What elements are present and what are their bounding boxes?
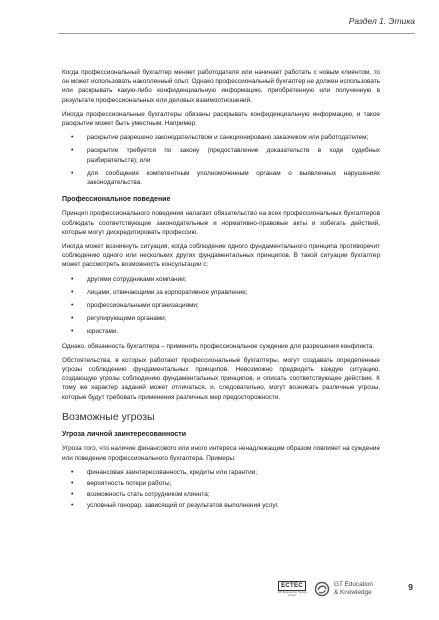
consultation-list [62,275,380,337]
paragraph-disclosure-intro: Иногда профессиональные бухгалтеры обязаны раскрывать конфиденциальную информацию, и такое раскрытие может быть уместным. Например: [62,110,380,128]
list-item: • другими сотрудниками компании; [62,275,380,284]
heading-self-interest-threat: Угроза личной заинтересованности [62,431,187,439]
page-number: 9 [408,582,413,592]
header-divider [58,33,415,34]
paragraph-circumstances: Обстоятельства, в которых работают профессиональные бухгалтеры, могут создавать определенные угрозы соблюдению фундаментальных принципов. Невозможно предвидеть каждую ситуацию, создающую угрозы соблюдению фундаментальных принципов, и описать соответствующее действие. К тому же характер заданий может отличаться, и, следовательно, могут возникать различные угрозы, которые будут требовать применения различных мер предосторожности. [62,356,380,401]
list-item: • регулирующими органами; [62,314,380,323]
list-item: • лицами, отвечающими за корпоративное управление; [62,288,380,297]
list-item: • финансовая заинтересованность, кредиты или гарантии; [62,468,380,477]
disclosure-list [62,133,380,187]
gt-logo-line2: & Knowledge [334,589,372,596]
list-item: • раскрытие требуется по закону (предоставление доказательств в ходе судебных разбирательств); или [62,146,380,164]
list-item: • юристами. [62,327,380,336]
list-item: • возможность стать сотрудником клиента; [62,490,380,499]
list-item: • раскрытие разрешено законодательством и санкционировано заказчиком или работодателем; [62,133,380,142]
page-content [62,68,380,516]
ectec-logo-caption: CPA Engineering Training Center [277,591,307,597]
list-item: • для сообщения компетентным уполномоченным органам о выявленных нарушениях законодательства. [62,169,380,187]
ectec-logo [276,578,308,600]
gt-swirl-icon [314,581,330,597]
paragraph-former-employer: Когда профессиональный бухгалтер меняет работодателя или начинает работать с новым клиентом, то он может использовать накопленный опыт. Однако профессиональный бухгалтер не должен использовать или раскрывать какую-либо конфиденциальную информацию, приобретенную или полученную в результате профессиональных или деловых взаимоотношений. [62,69,380,104]
list-item: • профессиональными организациями; [62,301,380,310]
paragraph-self-interest: Угроза того, что наличие финансового или иного интереса ненадлежащим образом повлияет на суждение или поведение профессионального бухгалтера. Примеры: [62,445,380,462]
paragraph-professional-behavior: Принцип профессионального поведения налагает обязательство на всех профессиональных бухгалтеров соблюдать соответствующие законодательные и нормативно-правовые акты и избегать действий, которые могут дискредитировать профессию. [62,210,380,236]
list-item: • вероятность потери работы; [62,479,380,488]
heading-professional-behavior: Профессиональное поведение [62,196,171,204]
heading-possible-threats: Возможные угрозы [62,410,155,423]
gt-education-logo [314,581,373,597]
ectec-logo-badge: ECTEC [278,581,306,591]
gt-logo-line1: GT Education [334,581,373,589]
list-item: • условный гонорар, зависящий от результатов выполнения услуг. [62,501,380,510]
footer-logos [276,577,373,601]
self-interest-examples-list [62,468,380,511]
paragraph-judgement: Однако, обязанность бухгалтера – применять профессиональное суждение для разрешения конфликта. [62,342,375,350]
section-header: Раздел 1. Этика [348,16,415,26]
paragraph-conflict: Иногда может возникнуть ситуация, когда соблюдение одного фундаментального принципа противоречит соблюдению одного или нескольких других фундаментальных принципов. В такой ситуации бухгалтер может рассмотреть возможность консультации с: [62,243,380,269]
